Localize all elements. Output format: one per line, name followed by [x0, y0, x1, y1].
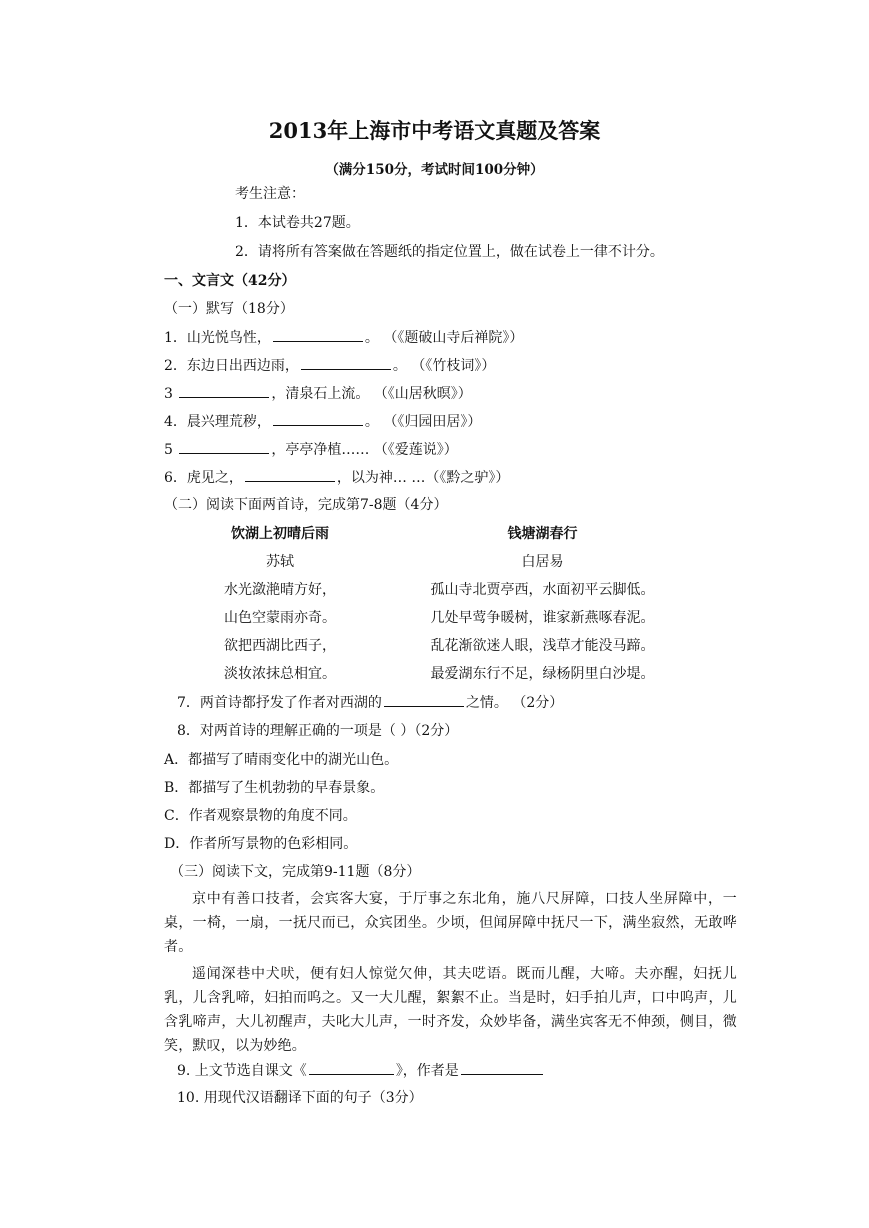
question-5: [164, 439, 458, 460]
question-text: 4．晨兴理荒秽，: [164, 414, 271, 430]
poem-line: 孤山寺北贾亭西，水面初平云脚低。: [430, 582, 655, 598]
question-1: [164, 327, 523, 348]
answer-blank[interactable]: [273, 327, 363, 342]
part-heading: （二）阅读下面两首诗，完成第7-8题（4分）: [164, 497, 448, 513]
question-text: 1．山光悦鸟性，: [164, 330, 271, 346]
question-text: 。 （《竹枝词》）: [392, 358, 496, 374]
question-text: ，亭亭净植…… （《爱莲说》）: [271, 442, 458, 458]
answer-blank[interactable]: [179, 439, 269, 454]
choice-option[interactable]: A．都描写了晴雨变化中的湖光山色。: [164, 752, 399, 768]
section-heading: 一、文言文（42分）: [164, 273, 296, 289]
poem-line: 几处早莺争暖树，谁家新燕啄春泥。: [430, 610, 655, 626]
notice-heading: 考生注意：: [235, 186, 305, 202]
poem-title: 饮湖上初晴后雨: [231, 526, 329, 542]
poem-line: 水光潋滟晴方好，: [224, 582, 336, 598]
question-2: [164, 355, 495, 376]
question-8-stem: 8．对两首诗的理解正确的一项是（ ）（2分）: [177, 723, 459, 739]
answer-blank[interactable]: [309, 1060, 394, 1075]
question-4: [164, 411, 481, 432]
answer-blank[interactable]: [245, 467, 335, 482]
question-10: 10. 用现代汉语翻译下面的句子（3分）: [177, 1090, 423, 1106]
question-text: 》，作者是: [395, 1063, 459, 1079]
question-3: [164, 383, 472, 404]
answer-blank[interactable]: [179, 383, 269, 398]
question-text: 6．虎见之，: [164, 470, 243, 486]
answer-blank[interactable]: [461, 1060, 543, 1075]
choice-option[interactable]: D．作者所写景物的色彩相同。: [164, 836, 358, 852]
page-title: 2013年上海市中考语文真题及答案: [268, 118, 601, 143]
question-text: ，清泉石上流。 （《山居秋暝》）: [271, 386, 472, 402]
question-text: 。 （《题破山寺后禅院》）: [364, 330, 524, 346]
question-text: 3: [164, 386, 178, 402]
question-9: [177, 1060, 545, 1081]
poem-line: 淡妆浓抹总相宜。: [224, 666, 336, 682]
notice-item: 1．本试卷共27题。: [235, 215, 360, 231]
choice-option[interactable]: C．作者观察景物的角度不同。: [164, 808, 357, 824]
poem-line: 欲把西湖比西子，: [224, 638, 336, 654]
question-text: 7．两首诗都抒发了作者对西湖的: [177, 695, 382, 711]
exam-subtitle: （满分150分，考试时间100分钟）: [325, 162, 544, 178]
poem-author: 苏轼: [266, 554, 294, 570]
answer-blank[interactable]: [301, 355, 391, 370]
answer-blank[interactable]: [273, 411, 363, 426]
question-text: 2．东边日出西边雨，: [164, 358, 299, 374]
question-text: 。 （《归园田居》）: [364, 414, 482, 430]
poem-author: 白居易: [521, 554, 564, 570]
question-text: 9. 上文节选自课文《: [177, 1063, 307, 1079]
poem-line: 最爱湖东行不足，绿杨阴里白沙堤。: [430, 666, 655, 682]
choice-option[interactable]: B．都描写了生机勃勃的早春景象。: [164, 780, 385, 796]
part-heading: （一）默写（18分）: [164, 301, 294, 317]
passage-paragraph: 遥闻深巷中犬吠，便有妇人惊觉欠伸，其夫呓语。既而儿醒，大啼。夫亦醒，妇抚儿乳，儿含乳啼，妇拍而呜之。又一大儿醒，絮絮不止。当是时，妇手拍儿声，口中呜声，儿含乳啼声，大儿初醒声，夫叱大儿声，一时齐发，众妙毕备，满坐宾客无不伸颈，侧目，微笑，默叹，以为妙绝。: [164, 966, 737, 1054]
part-heading: （三）阅读下文，完成第9-11题（8分）: [170, 864, 421, 880]
question-text: ，以为神… …（《黔之驴》）: [336, 470, 510, 486]
poem-title: 钱塘湖春行: [507, 526, 578, 542]
notice-item: 2．请将所有答案做在答题纸的指定位置上，做在试卷上一律不计分。: [235, 244, 664, 260]
passage-paragraph: 京中有善口技者，会宾客大宴，于厅事之东北角，施八尺屏障，口技人坐屏障中，一桌，一椅，一扇，一抚尺而已，众宾团坐。少顷，但闻屏障中抚尺一下，满坐寂然，无敢哗者。: [164, 891, 737, 955]
poem-line: 山色空蒙雨亦奇。: [224, 610, 336, 626]
question-6: [164, 467, 509, 488]
question-7: [177, 692, 563, 713]
answer-blank[interactable]: [384, 692, 464, 707]
question-text: 之情。 （2分）: [465, 695, 564, 711]
question-text: 5: [164, 442, 178, 458]
poem-line: 乱花渐欲迷人眼，浅草才能没马蹄。: [430, 638, 655, 654]
